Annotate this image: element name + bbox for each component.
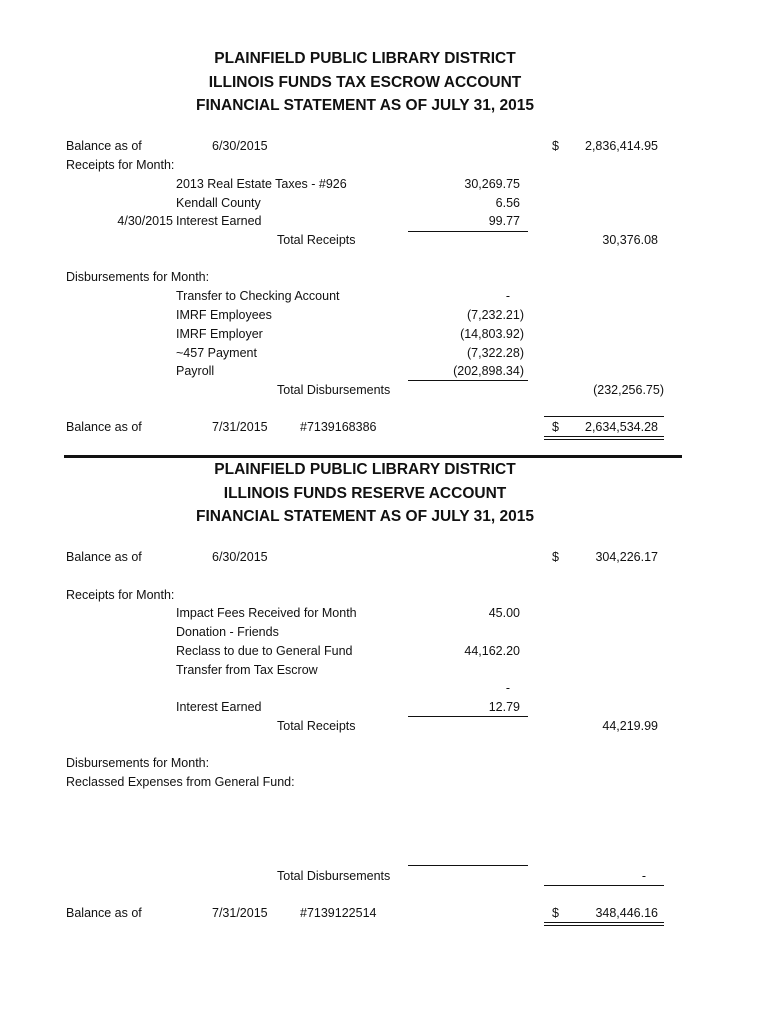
escrow-disbursement-amount: - xyxy=(505,289,510,303)
reserve-closing-date: 7/31/2015 xyxy=(212,906,268,920)
reserve-closing-currency: $ xyxy=(552,906,559,920)
escrow-disbursement-label: IMRF Employees xyxy=(176,308,272,322)
escrow-total-disbursements-amount: (232,256.75) xyxy=(593,383,664,397)
escrow-opening-currency: $ xyxy=(552,139,559,153)
escrow-receipt-amount: 6.56 xyxy=(495,196,520,210)
reserve-reclassed-heading: Reclassed Expenses from General Fund: xyxy=(66,775,295,789)
escrow-closing-double-rule xyxy=(544,439,664,440)
reserve-total-receipts-amount: 44,219.99 xyxy=(602,719,658,733)
reserve-closing-amount: 348,446.16 xyxy=(595,906,658,920)
reserve-receipt-label: Transfer from Tax Escrow xyxy=(176,663,318,677)
reserve-interest-label: Interest Earned xyxy=(176,700,262,714)
reserve-opening-label: Balance as of xyxy=(66,550,142,564)
escrow-disbursement-label: Transfer to Checking Account xyxy=(176,289,340,303)
reserve-closing-double-rule xyxy=(544,925,664,926)
reserve-total-disbursements-rule xyxy=(544,885,664,886)
escrow-closing-account: #7139168386 xyxy=(300,420,377,434)
escrow-disbursement-amount: (14,803.92) xyxy=(460,327,524,341)
escrow-receipt-label: Interest Earned xyxy=(176,214,262,228)
escrow-closing-top-rule xyxy=(544,416,664,417)
reserve-title-line-1: PLAINFIELD PUBLIC LIBRARY DISTRICT xyxy=(214,461,516,478)
escrow-receipt-label: 2013 Real Estate Taxes - #926 xyxy=(176,177,347,191)
reserve-receipts-heading: Receipts for Month: xyxy=(66,588,175,602)
escrow-receipts-heading: Receipts for Month: xyxy=(66,158,175,172)
escrow-receipt-label: Kendall County xyxy=(176,196,261,210)
escrow-disbursement-amount: (202,898.34) xyxy=(453,364,524,378)
escrow-receipt-amount: 99.77 xyxy=(488,214,520,228)
escrow-disbursements-heading: Disbursements for Month: xyxy=(66,270,210,284)
section-divider xyxy=(64,455,682,458)
reserve-receipt-amount: 45.00 xyxy=(488,606,520,620)
reserve-receipt-label: Impact Fees Received for Month xyxy=(176,606,357,620)
escrow-title-line-1: PLAINFIELD PUBLIC LIBRARY DISTRICT xyxy=(214,50,516,67)
escrow-opening-amount: 2,836,414.95 xyxy=(585,139,658,153)
reserve-receipts-rule xyxy=(408,716,528,717)
escrow-disbursement-amount: (7,322.28) xyxy=(467,346,524,360)
reserve-total-disbursements-amount: - xyxy=(641,869,646,883)
reserve-closing-label: Balance as of xyxy=(66,906,142,920)
reserve-opening-amount: 304,226.17 xyxy=(595,550,658,564)
escrow-disbursement-label: IMRF Employer xyxy=(176,327,263,341)
reserve-dash: - xyxy=(505,681,510,695)
reserve-total-disbursements-label: Total Disbursements xyxy=(277,869,391,883)
escrow-closing-double-rule xyxy=(544,436,664,437)
escrow-disbursement-label: ~457 Payment xyxy=(176,346,257,360)
reserve-title-line-2: ILLINOIS FUNDS RESERVE ACCOUNT xyxy=(223,485,507,502)
reserve-closing-double-rule xyxy=(544,922,664,923)
escrow-disbursements-rule xyxy=(408,380,528,381)
reserve-disbursements-heading: Disbursements for Month: xyxy=(66,756,210,770)
escrow-opening-date: 6/30/2015 xyxy=(212,139,268,153)
escrow-total-disbursements-label: Total Disbursements xyxy=(277,383,391,397)
escrow-closing-currency: $ xyxy=(552,420,559,434)
escrow-total-receipts-label: Total Receipts xyxy=(277,233,356,247)
escrow-total-receipts-amount: 30,376.08 xyxy=(602,233,658,247)
escrow-receipt-amount: 30,269.75 xyxy=(464,177,520,191)
reserve-opening-currency: $ xyxy=(552,550,559,564)
reserve-receipt-label: Reclass to due to General Fund xyxy=(176,644,353,658)
escrow-closing-label: Balance as of xyxy=(66,420,142,434)
reserve-receipt-label: Donation - Friends xyxy=(176,625,279,639)
reserve-closing-account: #7139122514 xyxy=(300,906,377,920)
escrow-title-line-3: FINANCIAL STATEMENT AS OF JULY 31, 2015 xyxy=(196,97,534,114)
escrow-receipts-rule xyxy=(408,231,528,232)
escrow-closing-amount: 2,634,534.28 xyxy=(585,420,658,434)
reserve-total-receipts-label: Total Receipts xyxy=(277,719,356,733)
reserve-interest-amount: 12.79 xyxy=(488,700,520,714)
reserve-title-line-3: FINANCIAL STATEMENT AS OF JULY 31, 2015 xyxy=(196,508,534,525)
reserve-opening-date: 6/30/2015 xyxy=(212,550,268,564)
escrow-disbursement-label: Payroll xyxy=(176,364,215,378)
reserve-receipt-amount: 44,162.20 xyxy=(464,644,520,658)
escrow-title-line-2: ILLINOIS FUNDS TAX ESCROW ACCOUNT xyxy=(208,74,522,91)
escrow-opening-label: Balance as of xyxy=(66,139,142,153)
escrow-closing-date: 7/31/2015 xyxy=(212,420,268,434)
escrow-disbursement-amount: (7,232.21) xyxy=(467,308,524,322)
reserve-disbursements-rule xyxy=(408,865,528,866)
